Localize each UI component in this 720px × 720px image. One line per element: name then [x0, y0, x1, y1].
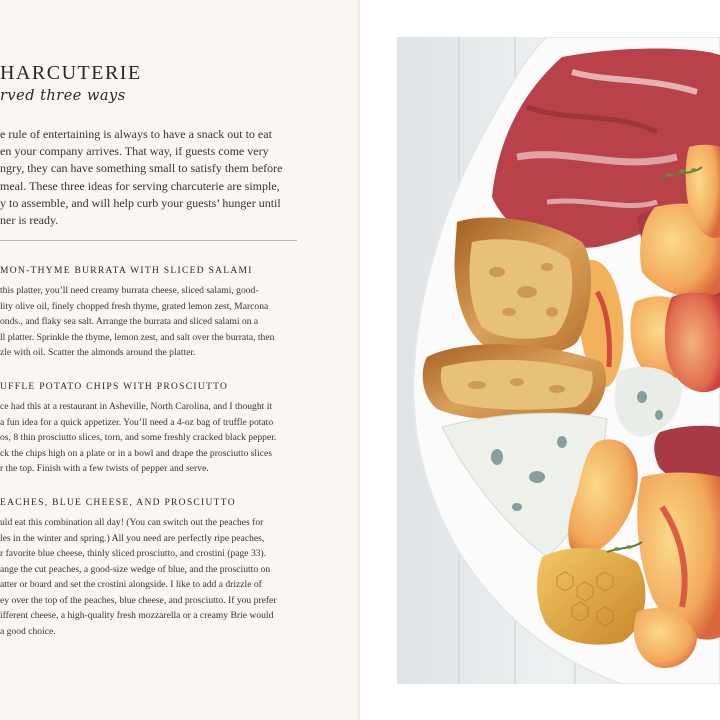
intro-line: meal. These three ideas for serving charcuterie are simple,: [0, 178, 280, 193]
recipe-heading: EACHES, BLUE CHEESE, AND PROSCIUTTO: [0, 498, 236, 508]
intro-line: ner is ready.: [0, 213, 59, 228]
recipe-section-burrata: [0, 266, 300, 361]
right-page: [360, 0, 720, 720]
recipe-line: ce had this at a restaurant in Asheville, North Carolina, and I thought it: [0, 401, 273, 412]
intro-line: en your company arrives. That way, if guests come very: [0, 144, 269, 159]
recipe-body: [0, 283, 300, 361]
recipe-body: [0, 515, 300, 639]
recipe-heading: MON-THYME BURRATA WITH SLICED SALAMI: [0, 266, 253, 276]
intro-line: ngry, they can have something small to satisfy them before: [0, 161, 283, 176]
recipe-line: ck the chips high on a plate or in a bowl and drape the prosciutto slices: [0, 447, 273, 459]
recipe-body: [0, 399, 300, 477]
left-page: [0, 0, 358, 720]
recipe-section-peaches: [0, 498, 300, 639]
recipe-section-chips: [0, 382, 300, 477]
recipe-heading: UFFLE POTATO CHIPS WITH PROSCIUTTO: [0, 382, 229, 392]
platter-illustration: [397, 37, 720, 684]
recipe-line: r favorite blue cheese, thinly sliced prosciutto, and crostini (page 33).: [0, 548, 267, 559]
recipe-line: ll platter. Sprinkle the thyme, lemon zest, and salt over the burrata, then: [0, 331, 275, 343]
recipe-line: os, 8 thin prosciutto slices, torn, and some freshly cracked black pepper.: [0, 432, 277, 443]
recipe-line: atter or board and set the crostini alongside. I like to add a drizzle of: [0, 579, 262, 590]
recipe-line: ange the cut peaches, a good-size wedge of blue, and the prosciutto on: [0, 563, 271, 575]
recipe-line: this platter, you’ll need creamy burrata cheese, sliced salami, good-: [0, 285, 259, 296]
recipe-line: ey over the top of the peaches, blue cheese, and prosciutto. If you prefer: [0, 594, 277, 606]
recipe-line: a good choice.: [0, 625, 56, 637]
recipe-line: onds., and flaky sea salt. Arrange the burrata and sliced salami on a: [0, 316, 259, 327]
recipe-line: r the top. Finish with a few twists of pepper and serve.: [0, 463, 209, 474]
intro-paragraph: [0, 126, 300, 229]
intro-line: y to assemble, and will help curb your guests’ hunger until: [0, 195, 281, 210]
intro-line: e rule of entertaining is always to have a snack out to eat: [0, 127, 272, 141]
section-divider: [0, 240, 297, 241]
recipe-line: lity olive oil, finely chopped fresh thyme, grated lemon zest, Marcona: [0, 300, 269, 312]
recipe-line: a fun idea for a quick appetizer. You’ll need a 4-oz bag of truffle potato: [0, 416, 274, 428]
page-title: HARCUTERIE: [0, 62, 142, 84]
recipe-line: ifferent cheese, a high-quality fresh mozzarella or a creamy Brie would: [0, 610, 274, 621]
charcuterie-platter-photo: [397, 37, 720, 684]
recipe-line: les in the winter and spring.) All you need are perfectly ripe peaches,: [0, 532, 265, 544]
recipe-line: zle with oil. Scatter the almonds around the platter.: [0, 347, 196, 358]
recipe-line: uld eat this combination all day! (You can switch out the peaches for: [0, 517, 264, 528]
page-subtitle: rved three ways: [0, 88, 126, 104]
